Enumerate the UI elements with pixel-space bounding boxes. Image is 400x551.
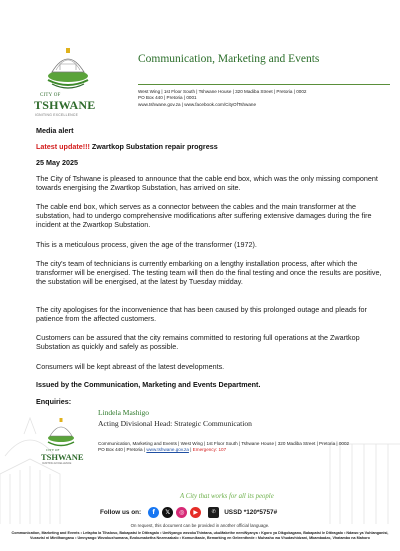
address-line: West Wing | 1st Floor South | Tshwane House | 320 Madiba Street | Pretoria | 0002 [138,89,307,94]
language-request-note: On request, this document can be provided in another official language. [130,523,270,528]
update-title: Zwartkop Substation repair progress [89,142,218,151]
enquiries-label: Enquiries: [36,397,72,406]
contact-sep: | [188,447,193,453]
header-divider [138,84,390,85]
paragraph: This is a meticulous process, given the age of the transformer (1972). [36,240,257,249]
alert-date: 25 May 2025 [36,158,78,167]
ussd-code: USSD *120*5757# [224,508,278,516]
contact-name: Lindela Mashigo [98,408,150,417]
contact-po-box: PO Box 440 | Pretoria | [98,447,147,453]
follow-label: Follow us on: [100,508,142,516]
header-address [138,89,398,108]
instagram-icon[interactable]: ◎ [176,507,187,518]
department-names-languages: Communication, Marketing and Events • Lefapha la Tlhaloso, Babapatsi le Ditiragalo • UmNyango wezokuThintana, ukuMakethe nemiNyanya • Kgoro ya Dikgokagano, Babapatsi le Ditiragalo • Ndawo ya Vuhlanganisi, Vuxavisi ni Mintlhanganu • Umnyango Wezokuxhumana, Ezokumaketha Nezenzakalo • Komunikasie, Bemarking en Geleenthede • Muhasho wa Vhudavhidzani, Mbambadzo, Vhatambo na Mahoro [11,531,389,541]
youtube-icon[interactable]: ▶ [190,507,201,518]
address-line: PO Box 440 | Pretoria | 0001 [138,95,197,101]
paragraph: The cable end box, which serves as a connector between the cables and the main transformer at the substation, had to undergo comprehensive modifications after suffering extensive damages during the fire incident at the Zwartkop Substation. [36,202,372,230]
paragraph: Customers can be assured that the city remains committed to restoring full operations at the Zwartkop Substation as quickly and safely as possible. [36,333,360,352]
x-icon[interactable]: 𝕏 [162,507,173,518]
emergency-number: Emergency: 107 [192,447,227,453]
website-link[interactable]: www.tshwane.gov.za [146,447,189,453]
social-follow-bar [100,506,277,518]
contact-line [98,447,388,453]
logo-name: TSHWANE [34,98,96,112]
contact-role: Acting Divisional Head: Strategic Communication [98,419,252,428]
paragraph: The city's team of technicians is currently embarking on a lengthy installation process, after which the transformer will be energised. The testing team will then do the final testing and once the results are positive, the substation will be energised, at the latest by Tuesday midday. [36,259,382,287]
contact-line: Communication, Marketing and Events | West Wing | 1st Floor South | Tshwane House | 320 Madiba Street | Pretoria | 0002 [98,441,350,446]
facebook-icon[interactable]: f [148,507,159,518]
footer-logo-city-of: CITY OF [46,448,60,452]
contact-details [98,441,388,453]
logo-tagline: IGNITING EXCELLENCE [35,113,79,117]
paragraph: The City of Tshwane is pleased to announce that the cable end box, which was the only missing component towards energising the Zwartkop Substation, has arrived on site. [36,174,378,193]
footer-logo-name: TSHWANE [41,452,84,462]
paragraph: Consumers will be kept abreast of the latest developments. [36,362,225,371]
footer-logo-tagline: IGNITING EXCELLENCE [42,462,72,465]
phone-icon: ✆ [208,507,219,518]
address-links[interactable]: www.tshwane.gov.za | www.facebook.com/CityOfTshwane [138,101,257,107]
media-alert-label: Media alert [36,126,74,135]
paragraph: The city apologises for the inconvenience that has been caused by this prolonged outage and pleads for patience from the affected customers. [36,305,367,324]
issued-by: Issued by the Communication, Marketing and Events Department. [36,380,261,389]
letterhead [30,36,390,128]
city-slogan: A City that works for all its people [180,493,274,500]
logo-city-of: CITY OF [40,93,61,98]
city-logo [30,36,108,128]
department-title: Communication, Marketing and Events [138,53,320,65]
latest-update-label: Latest update!!! [36,142,90,151]
update-heading [36,142,218,151]
footer-emblem-icon [36,412,86,452]
